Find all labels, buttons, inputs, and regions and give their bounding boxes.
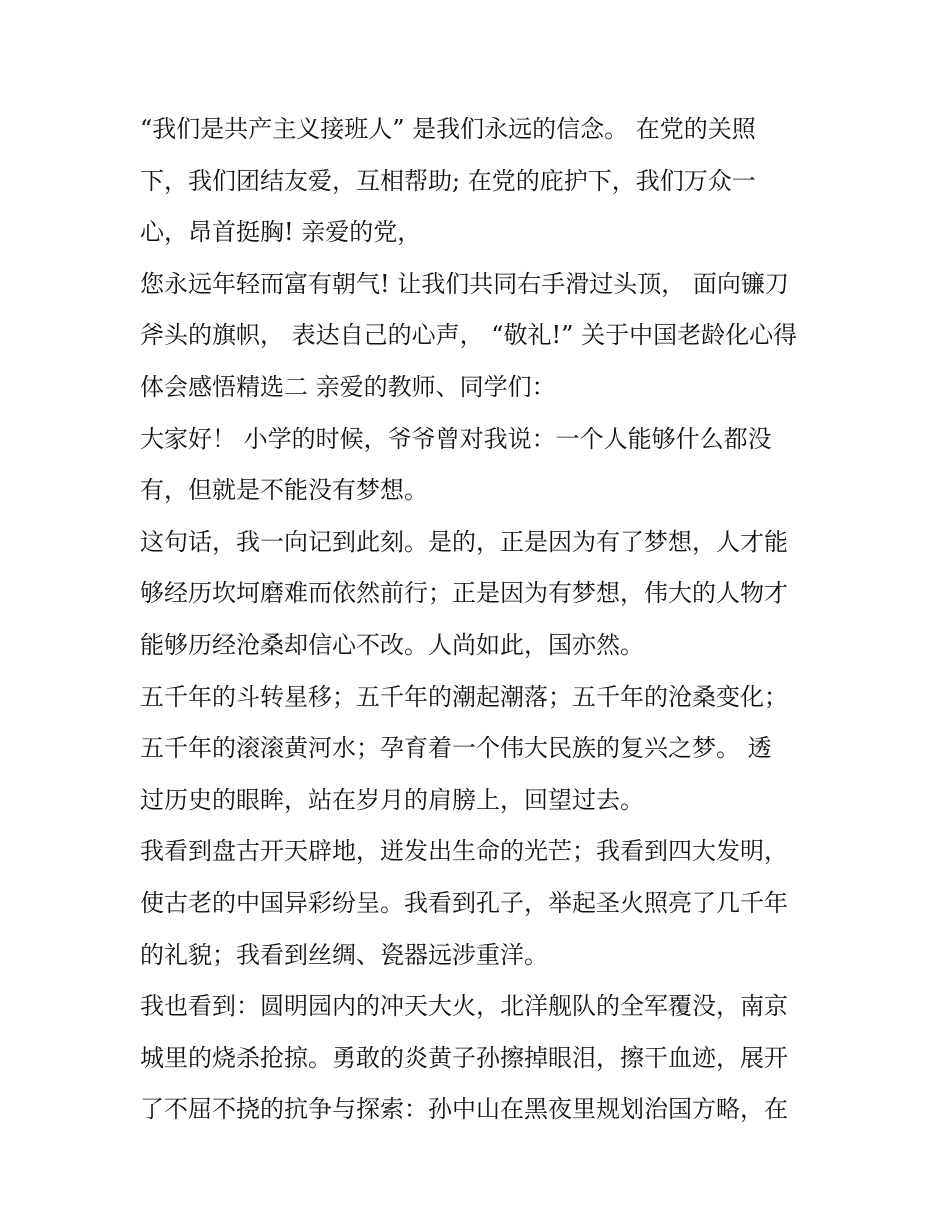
text-line: 城里的烧杀抢掠。勇敢的炎黄子孙擦掉眼泪，擦干血迹，展开 bbox=[140, 1043, 788, 1072]
document-body bbox=[140, 104, 820, 1136]
text-line: 的礼貌；我看到丝绸、瓷器远涉重洋。 bbox=[140, 940, 548, 969]
text-line: 五千年的滚滚黄河水；孕育着一个伟大民族的复兴之梦。 透 bbox=[140, 734, 772, 763]
text-line: 下，我们团结友爱，互相帮助; 在党的庇护下，我们万众一 bbox=[140, 166, 756, 195]
text-line: 您永远年轻而富有朝气! 让我们共同右手滑过头顶， 面向镰刀 bbox=[140, 269, 789, 298]
text-line: 我也看到：圆明园内的冲天大火，北洋舰队的全军覆没，南京 bbox=[140, 992, 788, 1021]
text-line: 使古老的中国异彩纷呈。我看到孔子，举起圣火照亮了几千年 bbox=[140, 888, 788, 917]
text-line: 有，但就是不能没有梦想。 bbox=[140, 476, 428, 505]
text-line: 够经历坎坷磨难而依然前行；正是因为有梦想，伟大的人物才 bbox=[140, 579, 788, 608]
text-line: 心，昂首挺胸! 亲爱的党， bbox=[140, 218, 422, 247]
text-line: 五千年的斗转星移；五千年的潮起潮落；五千年的沧桑变化； bbox=[140, 682, 788, 711]
text-line: 我看到盘古开天辟地，迸发出生命的光芒；我看到四大发明， bbox=[140, 837, 788, 866]
text-line: 体会感悟精选二 亲爱的教师、同学们： bbox=[140, 372, 556, 401]
text-line: 了不屈不挠的抗争与探索：孙中山在黑夜里规划治国方略，在 bbox=[140, 1095, 788, 1124]
text-line: “我们是共产主义接班人” 是我们永远的信念。 在党的关照 bbox=[140, 115, 756, 143]
text-line: 这句话，我一向记到此刻。是的，正是因为有了梦想，人才能 bbox=[140, 527, 788, 556]
text-line: 能够历经沧桑却信心不改。人尚如此，国亦然。 bbox=[140, 630, 644, 659]
text-line: 过历史的眼眸，站在岁月的肩膀上，回望过去。 bbox=[140, 785, 644, 814]
text-line: 大家好！ 小学的时候，爷爷曾对我说：一个人能够什么都没 bbox=[140, 424, 772, 453]
text-line: 斧头的旗帜， 表达自己的心声， “敬礼!” 关于中国老龄化心得 bbox=[140, 321, 798, 350]
